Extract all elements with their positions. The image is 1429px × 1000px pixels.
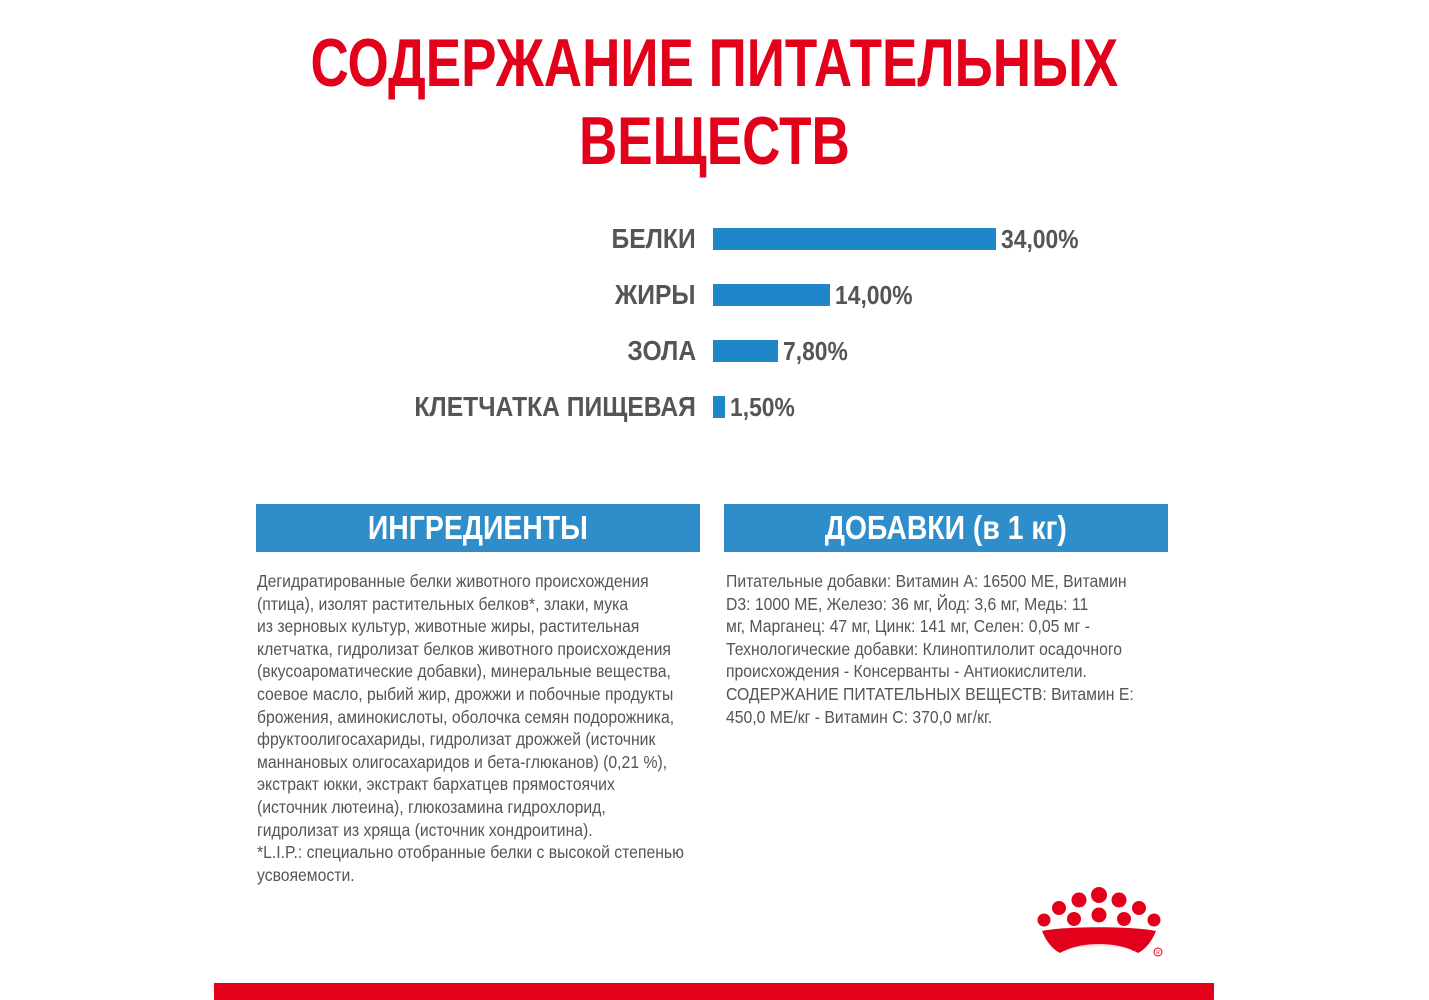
svg-text:R: R [1156, 950, 1160, 956]
title-line-2: ВЕЩЕСТВ [578, 103, 850, 179]
chart-row [0, 387, 1429, 427]
bar-value-label: 7,80% [783, 336, 848, 366]
bar-category-label: КЛЕТЧАТКА ПИЩЕВАЯ [414, 391, 696, 422]
ingredients-line: фруктоолигосахариды, гидролизат дрожжей (источник [257, 729, 656, 750]
ingredients-line: усвояемости. [257, 864, 355, 885]
chart-row [0, 219, 1429, 259]
bar-category-label: ЗОЛА [627, 335, 696, 366]
ingredients-header-label: ИНГРЕДИЕНТЫ [367, 509, 588, 546]
ingredients-line: (птица), изолят растительных белков*, злаки, мука [257, 593, 629, 614]
chart-row [0, 331, 1429, 371]
ingredients-line: гидролизат из хряща (источник хондроитина). [257, 819, 593, 840]
ingredients-line: (источник лютеина), глюкозамина гидрохлорид, [257, 796, 606, 817]
additives-line: Питательные добавки: Витамин А: 16500 МЕ, Витамин [726, 571, 1127, 591]
bar-value-label: 1,50% [730, 392, 795, 422]
ingredients-header [256, 504, 700, 552]
bar [713, 228, 996, 250]
additives-line: 450,0 МЕ/кг - Витамин С: 370,0 мг/кг. [726, 706, 993, 727]
bar-category-label: БЕЛКИ [611, 223, 696, 254]
additives-line: происхождения - Консерванты - Антиокислители. [726, 661, 1087, 682]
ingredients-line: из зерновых культур, животные жиры, растительная [257, 616, 640, 637]
chart-row [0, 275, 1429, 315]
additives-header-label: ДОБАВКИ (в 1 кг) [824, 509, 1068, 546]
bar [713, 284, 830, 306]
bar [713, 396, 725, 418]
ingredients-line: (вкусоароматические добавки), минеральные вещества, [257, 661, 671, 682]
ingredients-line: экстракт юкки, экстракт бархатцев прямостоячих [257, 774, 615, 795]
ingredients-text [257, 570, 702, 886]
ingredients-line: клетчатка, гидролизат белков животного происхождения [257, 638, 671, 659]
bar [713, 340, 778, 362]
additives-line: Технологические добавки: Клиноптилолит осадочного [726, 638, 1122, 659]
bar-value-label: 34,00% [1001, 224, 1079, 254]
additives-header [724, 504, 1168, 552]
bar-value-label: 14,00% [835, 280, 913, 310]
additives-line: мг, Марганец: 47 мг, Цинк: 141 мг, Селен: 0,05 мг - [726, 616, 1090, 637]
ingredients-line: *L.I.P.: специально отобранные белки с высокой степенью [257, 842, 684, 863]
additives-line: D3: 1000 МЕ, Железо: 36 мг, Йод: 3,6 мг, Медь: 11 [726, 593, 1089, 614]
footer-bar [214, 983, 1214, 1000]
additives-line: СОДЕРЖАНИЕ ПИТАТЕЛЬНЫХ ВЕЩЕСТВ: Витамин Е: [726, 683, 1134, 704]
ingredients-line: брожения, аминокислоты, оболочка семян подорожника, [257, 706, 675, 727]
additives-text [726, 570, 1171, 728]
ingredients-line: маннановых олигосахаридов и бета-глюканов) (0,21 %), [257, 751, 668, 772]
title-line-1: СОДЕРЖАНИЕ ПИТАТЕЛЬНЫХ [310, 25, 1119, 101]
crown-icon [1034, 886, 1164, 958]
ingredients-line: соевое масло, рыбий жир, дрожжи и побочные продукты [257, 683, 674, 704]
bar-category-label: ЖИРЫ [615, 279, 696, 310]
page-title [157, 24, 1272, 180]
ingredients-line: Дегидратированные белки животного происхождения [257, 571, 649, 591]
